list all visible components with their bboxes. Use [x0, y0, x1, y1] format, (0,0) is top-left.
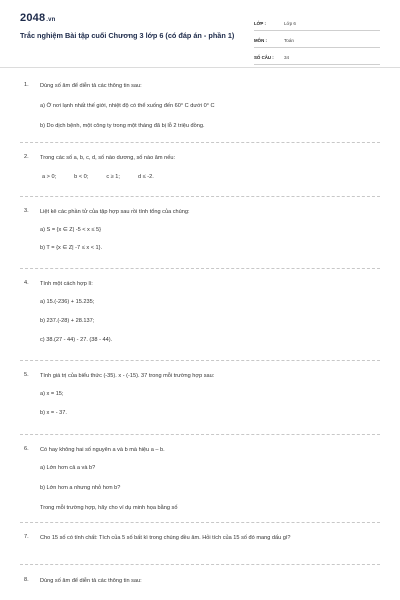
choice-item: c ≥ 1; [106, 174, 120, 180]
question-part: a) Lớn hơn cả a và b? [40, 465, 96, 471]
meta-value: Lớp 6 [284, 20, 296, 26]
question-part: b) Do dịch bệnh, một công ty trong một tháng đã bị lỗ 2 triệu đồng. [40, 123, 205, 129]
question-part: Trong mỗi trường hợp, hãy cho ví dụ minh họa bằng số [40, 505, 178, 511]
question-part: c) 38.(27 - 44) - 27. (38 - 44). [40, 337, 113, 343]
question-number: 3. [24, 208, 29, 214]
meta-value: 34 [284, 54, 290, 60]
question-number: 8. [24, 577, 29, 583]
question-part: a) 15.(-236) + 15.235; [40, 299, 95, 305]
header-divider [0, 67, 400, 68]
meta-row-class [254, 16, 380, 31]
question-part: b) x = - 37. [40, 410, 67, 416]
site-logo[interactable] [20, 12, 56, 24]
question-separator [20, 142, 380, 143]
choice-item: a > 0; [42, 174, 57, 180]
header [0, 0, 400, 64]
meta-label: MÔN : [254, 37, 267, 43]
question-separator [20, 564, 380, 565]
question-text: Tính giá trị của biểu thức (-35). x - (-15). 37 trong mỗi trường hợp sau: [40, 373, 215, 379]
question-number: 7. [24, 534, 29, 540]
question-number: 2. [24, 154, 29, 160]
meta-row-count [254, 50, 380, 65]
question-number: 6. [24, 446, 29, 452]
page-title: Trắc nghiệm Bài tập cuối Chương 3 lớp 6 (có đáp án - phần 1) [20, 31, 235, 40]
choice-row [42, 174, 154, 180]
question-text: Liệt kê các phần tử của tập hợp sau rồi tính tổng của chúng: [40, 209, 190, 215]
meta-label: SỐ CÂU : [254, 54, 274, 60]
question-number: 4. [24, 280, 29, 286]
question-text: Có hay không hai số nguyên a và b mà hiệu a – b. [40, 447, 165, 453]
choice-item: b < 0; [74, 174, 89, 180]
question-part: b) Lớn hơn a nhưng nhỏ hơn b? [40, 485, 121, 491]
meta-value: Toán [284, 37, 294, 43]
question-separator [20, 196, 380, 197]
question-separator [20, 434, 380, 435]
question-separator [20, 360, 380, 361]
question-number: 1. [24, 82, 29, 88]
choice-item: d ≤ -2. [137, 174, 154, 180]
question-separator [20, 268, 380, 269]
question-text: Dùng số âm để diễn tả các thông tin sau: [40, 83, 142, 89]
question-part: a) S = {x ∈ Z| -5 < x ≤ 5} [40, 227, 102, 233]
question-text: Cho 15 số có tính chất: Tích của 5 số bất kì trong chúng đều âm. Hỏi tích của 15 số đó mang dấu gì? [40, 535, 291, 541]
meta-label: LỚP : [254, 20, 266, 26]
meta-panel [254, 16, 380, 67]
question-part: a) x = 15; [40, 391, 64, 397]
question-part: b) T = {x ∈ Z| -7 ≤ x < 1}. [40, 245, 103, 251]
question-number: 5. [24, 372, 29, 378]
question-part: b) 237.(-28) + 28.137; [40, 318, 95, 324]
question-part: a) Ở nơi lạnh nhất thế giới, nhiệt độ có thể xuống đến 60° C dưới 0° C [40, 103, 215, 109]
question-text: Trong các số a, b, c, d, số nào dương, số nào âm nếu: [40, 155, 176, 161]
logo-suffix: .vn [46, 17, 56, 23]
question-text: Tính một cách hợp lí: [40, 281, 93, 287]
meta-row-subject [254, 33, 380, 48]
question-separator [20, 522, 380, 523]
logo-text: 2048 [20, 12, 46, 24]
question-text: Dùng số âm để diễn tả các thông tin sau: [40, 578, 142, 584]
